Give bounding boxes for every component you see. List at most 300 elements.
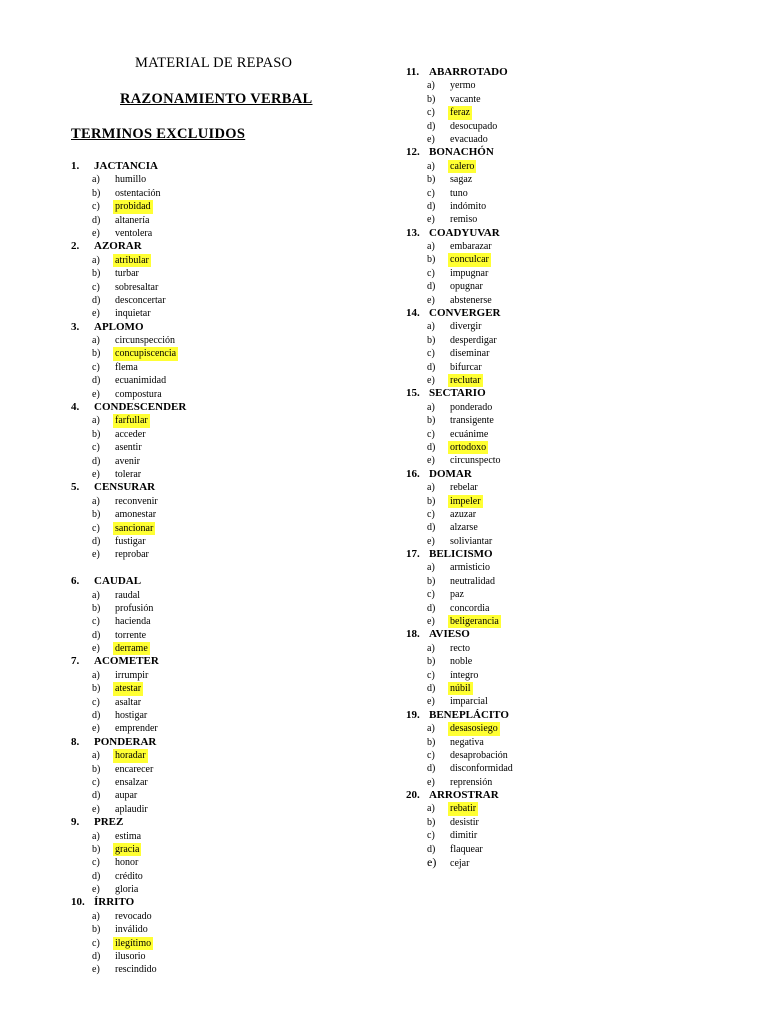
question-number: 15. [406, 387, 420, 400]
option-text: asaltar [115, 696, 142, 708]
option-text: rebelar [450, 482, 478, 494]
option-text: noble [450, 656, 473, 668]
question-item [71, 240, 371, 320]
option-letter: e) [427, 776, 435, 788]
option-letter: e) [427, 374, 435, 386]
option-letter: a) [427, 562, 435, 574]
option-text: aupar [115, 790, 138, 802]
question-word: ARROSTRAR [429, 789, 499, 802]
option-row [71, 254, 371, 267]
question-number: 7. [71, 655, 80, 668]
option-text: acceder [115, 428, 146, 440]
option-letter: c) [427, 428, 435, 440]
question-heading [406, 66, 736, 79]
question-word: CONVERGER [429, 307, 501, 320]
option-row [406, 669, 736, 682]
question-item [71, 896, 371, 976]
question-number: 5. [71, 481, 80, 494]
option-row [71, 441, 371, 454]
question-heading [71, 736, 371, 749]
right-column [406, 66, 736, 869]
option-text: soliviantar [450, 535, 493, 547]
option-letter: e) [92, 643, 100, 655]
option-text: divergir [450, 321, 482, 333]
question-item [71, 401, 371, 481]
option-row [406, 802, 736, 815]
option-row [406, 133, 736, 146]
option-text: indómito [450, 200, 487, 212]
left-column [71, 160, 371, 977]
question-item [71, 655, 371, 735]
option-letter: c) [92, 857, 100, 869]
option-letter: c) [92, 281, 100, 293]
option-text: desconcertar [115, 294, 166, 306]
question-item [71, 160, 371, 240]
option-letter: d) [427, 281, 436, 293]
highlighted-option-text: impeler [450, 495, 481, 507]
option-row [71, 455, 371, 468]
question-number: 8. [71, 735, 80, 748]
option-text: alzarse [450, 522, 478, 534]
option-letter: b) [427, 415, 436, 427]
question-item [406, 789, 736, 869]
question-item [406, 146, 736, 226]
highlighted-option-text: atestar [115, 683, 142, 695]
highlighted-option-text: atribular [115, 254, 149, 266]
option-letter: b) [92, 763, 101, 775]
highlighted-option-text: feraz [450, 107, 470, 119]
option-text: recto [450, 642, 470, 654]
option-letter: d) [427, 682, 436, 694]
option-text: humillo [115, 174, 147, 186]
option-row [406, 334, 736, 347]
option-row [406, 347, 736, 360]
option-letter: d) [92, 951, 101, 963]
option-row [71, 294, 371, 307]
question-number: 13. [406, 226, 420, 239]
option-row [406, 602, 736, 615]
option-row [406, 535, 736, 548]
option-row [406, 401, 736, 414]
option-row [406, 320, 736, 333]
option-row [71, 709, 371, 722]
option-row [406, 615, 736, 628]
question-number: 17. [406, 548, 420, 561]
option-text: compostura [115, 388, 162, 400]
option-row [71, 374, 371, 387]
option-letter: a) [92, 174, 100, 186]
option-row [406, 240, 736, 253]
option-row [71, 187, 371, 200]
option-letter: a) [427, 80, 435, 92]
option-row [406, 762, 736, 775]
option-letter: d) [92, 375, 101, 387]
option-text: desaprobación [450, 749, 508, 761]
question-word: JACTANCIA [94, 160, 158, 172]
question-item [406, 387, 736, 467]
highlighted-option-text: rebatir [450, 803, 477, 815]
option-row [406, 829, 736, 842]
option-letter: b) [92, 268, 101, 280]
option-letter: e) [427, 133, 435, 145]
option-row [71, 602, 371, 615]
question-word: PONDERAR [94, 735, 157, 748]
option-letter: d) [427, 522, 436, 534]
option-row [71, 414, 371, 427]
option-letter: a) [92, 910, 100, 922]
option-letter: a) [427, 642, 435, 654]
option-letter: c) [92, 522, 100, 534]
option-text: estima [115, 830, 142, 842]
option-row [406, 120, 736, 133]
option-text: embarazar [450, 241, 492, 253]
option-text: ventolera [115, 227, 153, 239]
option-row [71, 642, 371, 655]
option-text: turbar [115, 268, 139, 280]
question-item [71, 575, 371, 655]
question-number: 20. [406, 789, 420, 802]
option-row [71, 763, 371, 776]
option-text: negativa [450, 736, 484, 748]
option-text: desperdigar [450, 334, 497, 346]
option-letter: c) [427, 267, 435, 279]
option-letter: d) [427, 843, 436, 855]
option-letter: e) [427, 616, 435, 628]
option-row [406, 655, 736, 668]
option-letter: b) [92, 187, 101, 199]
option-row [406, 213, 736, 226]
option-letter: e) [427, 535, 435, 547]
option-text: ilusorio [115, 951, 146, 963]
option-row [71, 548, 371, 561]
question-number: 14. [406, 307, 420, 320]
option-row [406, 200, 736, 213]
option-row [406, 267, 736, 280]
question-number: 4. [71, 401, 80, 414]
question-heading [71, 160, 371, 173]
question-item [71, 481, 371, 561]
option-text: abstenerse [450, 294, 492, 306]
option-letter: c) [92, 937, 100, 949]
highlighted-option-text: concupiscencia [115, 348, 177, 360]
option-text: azuzar [450, 508, 477, 520]
option-row [406, 776, 736, 789]
option-letter: e) [92, 884, 100, 896]
option-row [71, 937, 371, 950]
option-letter: d) [92, 710, 101, 722]
option-text: ecuánime [450, 428, 489, 440]
question-heading [71, 240, 371, 253]
question-word: CAUDAL [94, 575, 142, 588]
option-letter: d) [427, 763, 436, 775]
option-text: evacuado [450, 133, 488, 145]
option-row [406, 106, 736, 119]
question-heading [71, 481, 371, 494]
option-row [406, 722, 736, 735]
option-text: tuno [450, 187, 468, 199]
question-word: CONDESCENDER [94, 401, 187, 414]
option-letter: e) [92, 388, 100, 400]
option-text: reprobar [115, 549, 149, 561]
option-text: inválido [115, 924, 148, 936]
question-number: 12. [406, 146, 420, 159]
option-row [71, 200, 371, 213]
option-letter: b) [92, 602, 101, 614]
option-row [71, 923, 371, 936]
option-text: opugnar [450, 281, 483, 293]
option-letter: b) [427, 575, 436, 587]
option-row [71, 963, 371, 976]
option-text: avenir [115, 455, 140, 467]
option-text: transigente [450, 415, 494, 427]
option-letter: d) [92, 629, 101, 641]
option-letter: d) [427, 602, 436, 614]
option-letter: a) [92, 830, 100, 842]
option-row [71, 669, 371, 682]
option-text: íntegro [450, 669, 479, 681]
question-word: ABARROTADO [429, 66, 508, 78]
option-text: flema [115, 361, 138, 373]
option-row [71, 803, 371, 816]
option-letter: b) [92, 509, 101, 521]
question-number: 11. [406, 66, 420, 78]
option-text: bifurcar [450, 361, 482, 373]
question-item [406, 709, 736, 789]
question-number: 10. [71, 896, 85, 909]
option-text: vacante [450, 93, 481, 105]
section-heading: TERMINOS EXCLUIDOS [71, 126, 246, 142]
option-row [71, 428, 371, 441]
option-letter: a) [427, 401, 435, 413]
highlighted-option-text: núbil [450, 682, 471, 694]
option-row [71, 227, 371, 240]
highlighted-option-text: sancionar [115, 522, 154, 534]
option-letter: c) [427, 749, 435, 761]
question-word: AVIESO [429, 628, 470, 641]
option-row [71, 468, 371, 481]
question-number: 9. [71, 816, 80, 829]
option-letter: c) [427, 348, 435, 360]
option-letter: b) [92, 924, 101, 936]
option-letter: c) [92, 442, 100, 454]
option-text: irrumpir [115, 669, 149, 681]
highlighted-option-text: gracia [115, 843, 140, 855]
option-row [71, 696, 371, 709]
option-letter: c) [92, 201, 100, 213]
option-text: yermo [450, 80, 476, 92]
option-row [71, 307, 371, 320]
option-letter: c) [92, 361, 100, 373]
option-letter: c) [427, 107, 435, 119]
option-letter: d) [427, 200, 436, 212]
question-word: ÍRRITO [94, 896, 135, 909]
option-text: imparcial [450, 696, 488, 708]
option-text: concordia [450, 602, 490, 614]
option-text: impugnar [450, 267, 489, 279]
option-letter: e) [92, 308, 100, 320]
option-row [406, 374, 736, 387]
option-text: paz [450, 589, 464, 601]
question-word: PREZ [94, 816, 124, 829]
option-text: asentir [115, 442, 142, 454]
option-letter: b) [92, 348, 101, 360]
option-row [71, 749, 371, 762]
question-word: ACOMETER [94, 655, 159, 668]
option-text: reconvenir [115, 495, 158, 507]
option-letter: b) [92, 428, 101, 440]
option-text: profusión [115, 602, 154, 614]
option-letter: e) [92, 549, 100, 561]
document-subtitle: RAZONAMIENTO VERBAL [120, 91, 313, 107]
option-row [71, 347, 371, 360]
option-letter: e) [92, 803, 100, 815]
question-heading [71, 896, 371, 909]
option-row [406, 93, 736, 106]
question-heading [71, 655, 371, 668]
option-text: ostentación [115, 187, 161, 199]
option-letter: e) [427, 214, 435, 226]
option-text: torrente [115, 629, 147, 641]
option-text: rescindido [115, 964, 157, 976]
question-item [406, 468, 736, 548]
option-text: remiso [450, 214, 478, 226]
option-text: reprensión [450, 776, 493, 788]
option-text: sagaz [450, 174, 473, 186]
highlighted-option-text: ilegítimo [115, 937, 152, 949]
option-letter: b) [92, 843, 101, 855]
option-text: crédito [115, 870, 143, 882]
option-text: ensalzar [115, 776, 148, 788]
document-title: MATERIAL DE REPASO [135, 55, 293, 71]
question-word: APLOMO [94, 320, 144, 333]
option-letter: b) [427, 656, 436, 668]
question-number: 16. [406, 467, 420, 480]
question-word: AZORAR [94, 240, 142, 253]
option-letter: e) [427, 455, 435, 467]
option-text: amonestar [115, 509, 157, 521]
option-letter: c) [92, 776, 100, 788]
option-letter: d) [92, 294, 101, 306]
option-row [71, 789, 371, 802]
option-row [406, 749, 736, 762]
option-row [71, 508, 371, 521]
highlighted-option-text: farfullar [115, 415, 148, 427]
option-letter: a) [92, 495, 100, 507]
option-row [406, 160, 736, 173]
option-text: diseminar [450, 348, 490, 360]
option-letter: e) [92, 723, 100, 735]
option-row [406, 588, 736, 601]
question-item [71, 321, 371, 401]
option-text: ponderado [450, 401, 493, 413]
option-row [71, 388, 371, 401]
question-heading [71, 401, 371, 414]
option-row [71, 281, 371, 294]
option-text: armisticio [450, 562, 490, 574]
option-text: sobresaltar [115, 281, 159, 293]
option-row [406, 495, 736, 508]
question-item [71, 816, 371, 896]
option-letter: a) [427, 160, 435, 172]
option-text: honor [115, 857, 139, 869]
option-letter: d) [427, 120, 436, 132]
option-row [71, 173, 371, 186]
option-letter: e) [92, 227, 100, 239]
option-row [71, 843, 371, 856]
option-text: revocado [115, 910, 152, 922]
option-row [71, 870, 371, 883]
question-item [71, 736, 371, 816]
question-heading [406, 628, 736, 641]
option-row [71, 522, 371, 535]
option-letter: c) [92, 696, 100, 708]
option-row [406, 695, 736, 708]
question-item [406, 628, 736, 708]
option-text: inquietar [115, 308, 151, 320]
highlighted-option-text: derrame [115, 643, 148, 655]
question-heading [406, 307, 736, 320]
question-heading [406, 548, 736, 561]
option-letter: b) [427, 254, 436, 266]
option-row [406, 173, 736, 186]
option-letter: a) [92, 254, 100, 266]
option-row [71, 883, 371, 896]
option-letter: a) [92, 335, 100, 347]
option-letter: d) [92, 214, 101, 226]
option-letter: d) [92, 535, 101, 547]
option-row [71, 722, 371, 735]
highlighted-option-text: probidad [115, 201, 151, 213]
option-text: aplaudir [115, 803, 148, 815]
option-row [406, 79, 736, 92]
option-row [71, 535, 371, 548]
option-row [71, 589, 371, 602]
question-item [406, 227, 736, 307]
question-number: 18. [406, 628, 420, 641]
question-item [406, 548, 736, 628]
highlighted-option-text: desasosiego [450, 723, 498, 735]
option-row [406, 642, 736, 655]
option-letter: d) [427, 361, 436, 373]
option-text: raudal [115, 589, 140, 601]
option-row [406, 280, 736, 293]
option-letter: a) [92, 669, 100, 681]
option-letter: b) [427, 816, 436, 828]
option-row [406, 481, 736, 494]
question-word: COADYUVAR [429, 226, 500, 239]
question-number: 2. [71, 240, 80, 253]
option-row [71, 361, 371, 374]
highlighted-option-text: beligerancia [450, 616, 499, 628]
option-row [406, 561, 736, 574]
highlighted-option-text: ortodoxo [450, 441, 487, 453]
option-letter: a) [427, 321, 435, 333]
question-number: 6. [71, 575, 80, 588]
option-letter: b) [427, 174, 436, 186]
question-item [406, 307, 736, 387]
option-letter: b) [427, 334, 436, 346]
highlighted-option-text: horadar [115, 750, 146, 762]
option-row [406, 521, 736, 534]
option-letter: d) [92, 455, 101, 467]
option-text: circunspección [115, 335, 175, 347]
question-heading [406, 709, 736, 722]
option-row [406, 361, 736, 374]
option-row [71, 910, 371, 923]
option-text: cejar [450, 858, 470, 870]
option-text: flaquear [450, 843, 483, 855]
question-word: SECTARIO [429, 387, 486, 400]
